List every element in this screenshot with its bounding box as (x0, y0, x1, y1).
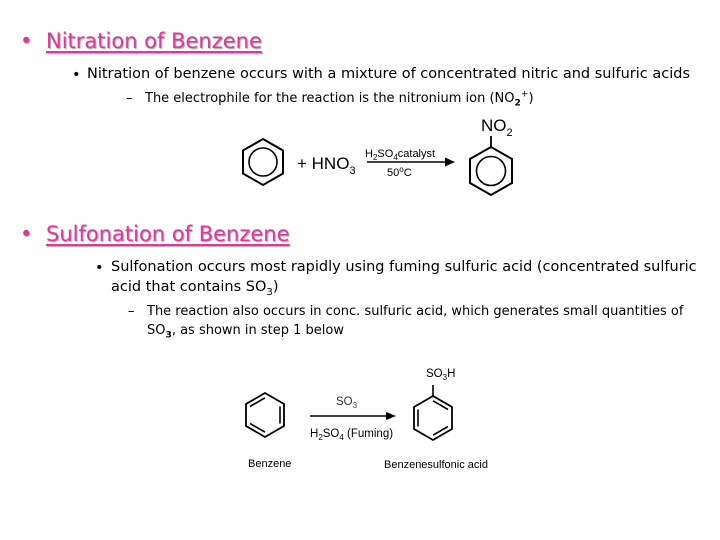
sub-bullet: • (95, 260, 104, 276)
benzene-ring-product (470, 136, 512, 195)
arrow-head (386, 412, 396, 420)
nitration-sub-point: The electrophile for the reaction is the nitronium ion $(NO_2^+)$ (145, 89, 534, 109)
sulfonation-sub-point: The reaction also occurs in conc. sulfuric acid, which generates small quantities of $SO_3$, as shown in step 1 below (147, 304, 684, 341)
temperature-label: 50$^o$C (387, 165, 412, 179)
nitration-heading: Nitration of Benzene (46, 29, 262, 53)
hno3-reagent: + $HNO_3$ (297, 154, 356, 177)
so3h-group: $SO_3H$ (426, 368, 456, 382)
arrow-head (445, 158, 455, 167)
sulfonation-heading: Sulfonation of Benzene (46, 222, 290, 246)
sulfonation-point: Sulfonation occurs most rapidly using fuming sulfuric acid (concentrated sulfuric acid that contains $SO_3$) (111, 259, 697, 298)
sulfonation-reaction-diagram (238, 360, 528, 475)
nitration-point: Nitration of benzene occurs with a mixture of concentrated nitric and sulfuric acids (87, 66, 691, 82)
catalyst-label: $H_2SO_4catalyst$ (365, 148, 436, 162)
heading-bullet: • (20, 29, 33, 53)
benzene-ring-product (414, 385, 452, 440)
benzene-ring-reactant (246, 393, 284, 437)
so3-reagent: $SO_3$ (336, 396, 358, 410)
no2-group: $NO_2$ (481, 116, 513, 139)
fuming-conditions: $H_2SO_4$ (Fuming) (310, 428, 394, 442)
benzenesulfonic-acid-label: Benzenesulfonic acid (384, 459, 488, 471)
nitration-reaction-diagram (225, 110, 535, 205)
benzene-ring-reactant (243, 139, 283, 185)
dash-bullet: – (128, 304, 135, 319)
dash-bullet: – (126, 91, 133, 106)
sub-bullet: • (72, 67, 81, 83)
benzene-label: Benzene (248, 458, 292, 470)
heading-bullet: • (20, 222, 33, 246)
